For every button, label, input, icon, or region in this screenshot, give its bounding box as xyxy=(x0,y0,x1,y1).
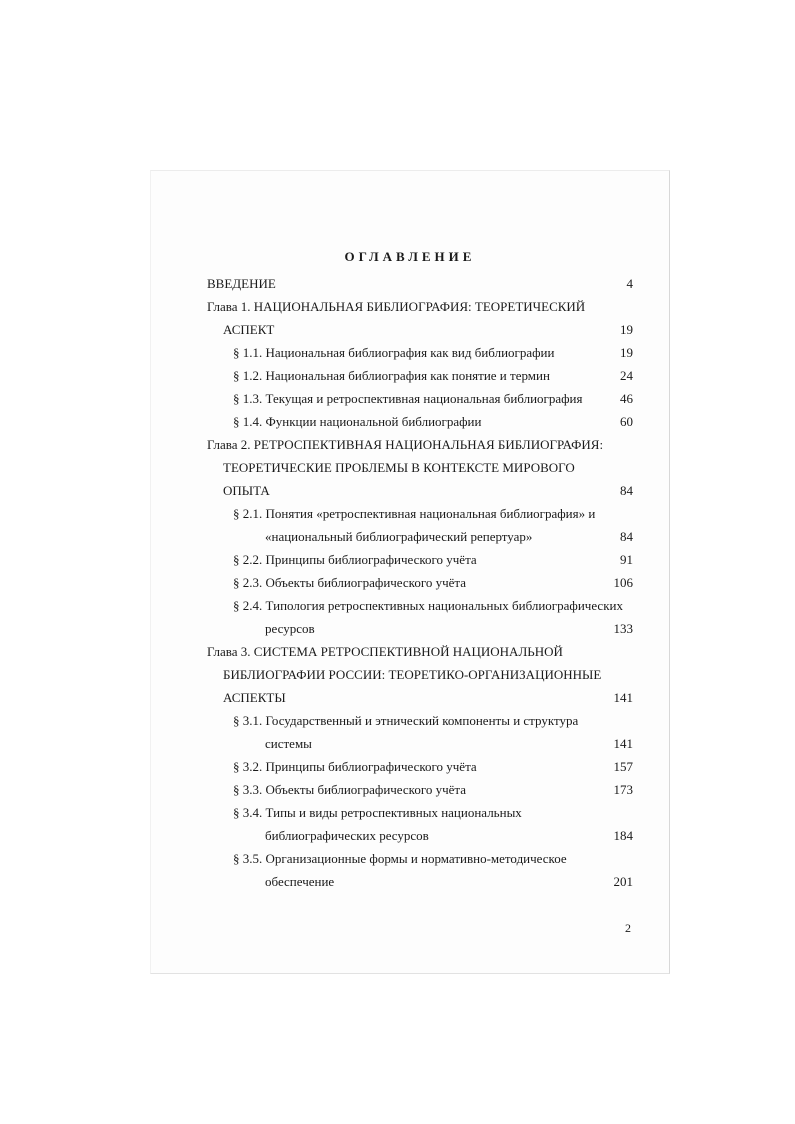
toc-entry-section-3-1-cont[interactable]: системы xyxy=(265,736,312,751)
toc-page-number: 19 xyxy=(620,345,633,360)
toc-entry-section-2-2[interactable]: § 2.2. Принципы библиографического учёта xyxy=(233,552,477,567)
toc-entry-introduction[interactable]: ВВЕДЕНИЕ xyxy=(207,276,276,291)
toc-page-number: 60 xyxy=(620,414,633,429)
document-page xyxy=(150,170,670,974)
page-number: 2 xyxy=(625,921,631,935)
toc-entry-chapter-3-cont[interactable]: АСПЕКТЫ xyxy=(223,690,286,705)
toc-entry-section-3-1[interactable]: § 3.1. Государственный и этнический компоненты и структура xyxy=(233,713,579,728)
toc-page-number: 133 xyxy=(613,621,633,636)
toc-page-number: 84 xyxy=(620,529,633,544)
toc-page-number: 46 xyxy=(620,391,633,406)
toc-page-number: 184 xyxy=(613,828,633,843)
toc-entry-chapter-3[interactable]: Глава 3. СИСТЕМА РЕТРОСПЕКТИВНОЙ НАЦИОНАЛЬНОЙ xyxy=(207,644,563,659)
toc-page-number: 173 xyxy=(613,782,633,797)
toc-entry-section-1-4[interactable]: § 1.4. Функции национальной библиографии xyxy=(233,414,482,429)
toc-entry-chapter-1-cont[interactable]: АСПЕКТ xyxy=(223,322,275,337)
toc-page-number: 141 xyxy=(613,690,633,705)
toc-page-number: 141 xyxy=(613,736,633,751)
toc-page-number: 201 xyxy=(613,874,633,889)
toc-page-number: 91 xyxy=(620,552,633,567)
toc-entry-section-3-5-cont[interactable]: обеспечение xyxy=(265,874,335,889)
toc-entry-section-3-3[interactable]: § 3.3. Объекты библиографического учёта xyxy=(233,782,467,797)
toc-page-number: 4 xyxy=(626,276,633,291)
toc-page-number: 24 xyxy=(620,368,633,383)
toc-entry-section-2-4-cont[interactable]: ресурсов xyxy=(265,621,315,636)
toc-entry-chapter-1[interactable]: Глава 1. НАЦИОНАЛЬНАЯ БИБЛИОГРАФИЯ: ТЕОРЕТИЧЕСКИЙ xyxy=(207,299,586,314)
toc-page-number: 19 xyxy=(620,322,633,337)
toc-entry-section-2-3[interactable]: § 2.3. Объекты библиографического учёта xyxy=(233,575,467,590)
toc-entry-section-1-1[interactable]: § 1.1. Национальная библиография как вид библиографии xyxy=(233,345,555,360)
toc-entry-section-2-4[interactable]: § 2.4. Типология ретроспективных национальных библиографических xyxy=(233,598,623,613)
toc-entry-section-2-1[interactable]: § 2.1. Понятия «ретроспективная национальная библиография» и xyxy=(233,506,596,521)
toc-entry-section-1-3[interactable]: § 1.3. Текущая и ретроспективная национальная библиография xyxy=(233,391,583,406)
toc-entry-chapter-2[interactable]: Глава 2. РЕТРОСПЕКТИВНАЯ НАЦИОНАЛЬНАЯ БИБЛИОГРАФИЯ: xyxy=(207,437,604,452)
toc-entry-chapter-2-cont[interactable]: ОПЫТА xyxy=(223,483,270,498)
table-of-contents xyxy=(151,171,669,973)
toc-page-number: 106 xyxy=(613,575,633,590)
toc-entry-section-3-2[interactable]: § 3.2. Принципы библиографического учёта xyxy=(233,759,477,774)
toc-entry-section-3-4-cont[interactable]: библиографических ресурсов xyxy=(265,828,429,843)
toc-page-number: 84 xyxy=(620,483,633,498)
toc-entry-chapter-3-cont[interactable]: БИБЛИОГРАФИИ РОССИИ: ТЕОРЕТИКО-ОРГАНИЗАЦИОННЫЕ xyxy=(223,667,602,682)
toc-entry-section-1-2[interactable]: § 1.2. Национальная библиография как понятие и термин xyxy=(233,368,550,383)
toc-entry-section-3-5[interactable]: § 3.5. Организационные формы и нормативно-методическое xyxy=(233,851,567,866)
toc-page-number: 157 xyxy=(613,759,633,774)
toc-entry-section-2-1-cont[interactable]: «национальный библиографический репертуар» xyxy=(265,529,533,544)
toc-title: ОГЛАВЛЕНИЕ xyxy=(344,249,476,264)
toc-entry-chapter-2-cont[interactable]: ТЕОРЕТИЧЕСКИЕ ПРОБЛЕМЫ В КОНТЕКСТЕ МИРОВОГО xyxy=(223,460,575,475)
toc-entry-section-3-4[interactable]: § 3.4. Типы и виды ретроспективных национальных xyxy=(233,805,522,820)
